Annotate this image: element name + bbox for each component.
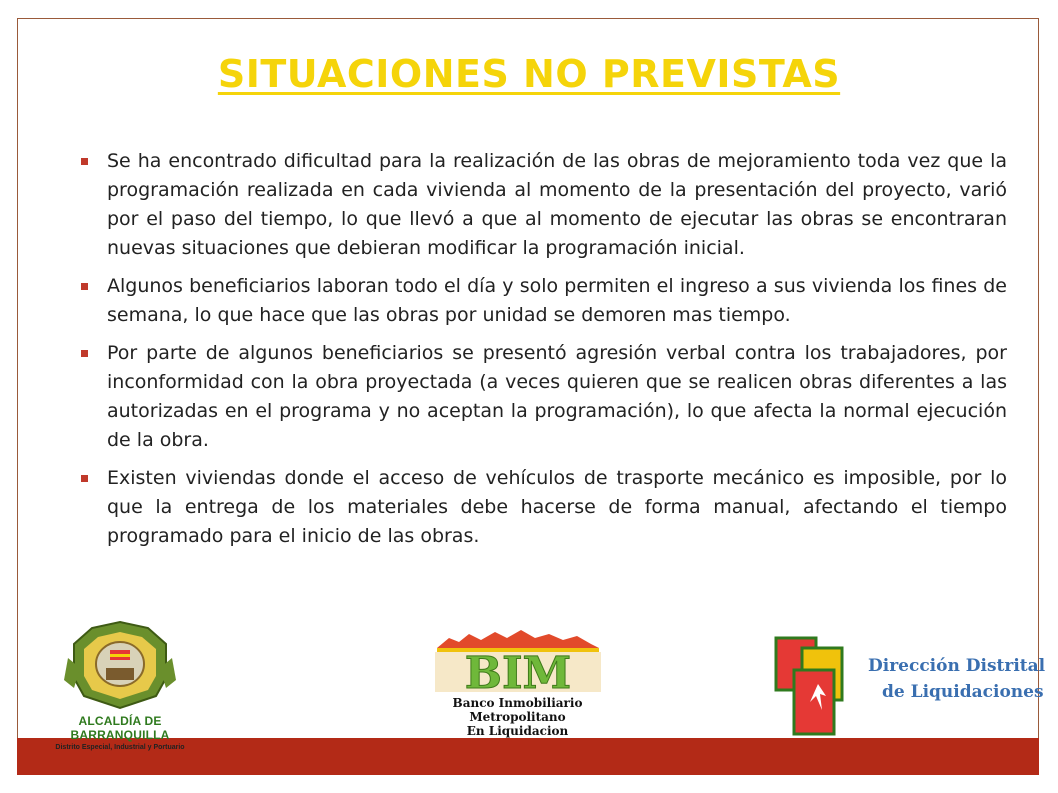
bullet-item: [78, 272, 1007, 330]
alcaldia-subtitle: Distrito Especial, Industrial y Portuario: [55, 744, 185, 751]
alcaldia-logo: [40, 618, 200, 751]
bullet-item: [78, 464, 1007, 551]
bullet-text: Existen viviendas donde el acceso de vehículos de trasporte mecánico es imposible, por lo que la entrega de los materiales debe hacerse de forma manual, afectando el tiempo programado para el inicio de las obras.: [107, 467, 1007, 547]
bullet-square-icon: [81, 283, 88, 290]
bullet-square-icon: [81, 475, 88, 482]
bullet-list: [78, 147, 1007, 560]
bullet-item: [78, 147, 1007, 263]
bullet-text: Algunos beneficiarios laboran todo el día y solo permiten el ingreso a sus vivienda los fines de semana, lo que hace que las obras por unidad se demoren mas tiempo.: [107, 275, 1007, 326]
ddl-logo: [772, 634, 1046, 738]
slide-title: SITUACIONES NO PREVISTAS: [217, 52, 841, 96]
ddl-line1: Dirección Distrital: [868, 656, 1046, 676]
shield-emblem-icon: [40, 618, 200, 710]
bim-line2: Metropolitano: [469, 710, 566, 724]
bullet-square-icon: [81, 350, 88, 357]
ddl-line2: de Liquidaciones: [882, 682, 1044, 702]
bullet-text: Por parte de algunos beneficiarios se presentó agresión verbal contra los trabajadores, por inconformidad con la obra proyectada (a veces quieren que se realicen obras diferentes a las autorizadas en el programa y no aceptan la programación), lo que afecta la normal ejecución de la obra.: [107, 342, 1007, 451]
bullet-square-icon: [81, 158, 88, 165]
ddl-emblem-icon: [772, 634, 868, 738]
bim-line1: Banco Inmobiliario: [452, 696, 583, 710]
bim-letters-text: BIM: [464, 648, 572, 692]
bim-line3: En Liquidacion: [466, 724, 569, 738]
bim-logo: [425, 626, 610, 738]
bim-skyline-icon: [425, 626, 610, 692]
bullet-item: [78, 339, 1007, 455]
bullet-text: Se ha encontrado dificultad para la realización de las obras de mejoramiento toda vez que la programación realizada en cada vivienda al momento de la presentación del proyecto, varió por el paso del tiempo, lo que llevó a que al momento de ejecutar las obras se encontraran nuevas situaciones que debieran modificar la programación inicial.: [107, 150, 1007, 259]
alcaldia-name: ALCALDÍA DE BARRANQUILLA: [70, 714, 170, 742]
